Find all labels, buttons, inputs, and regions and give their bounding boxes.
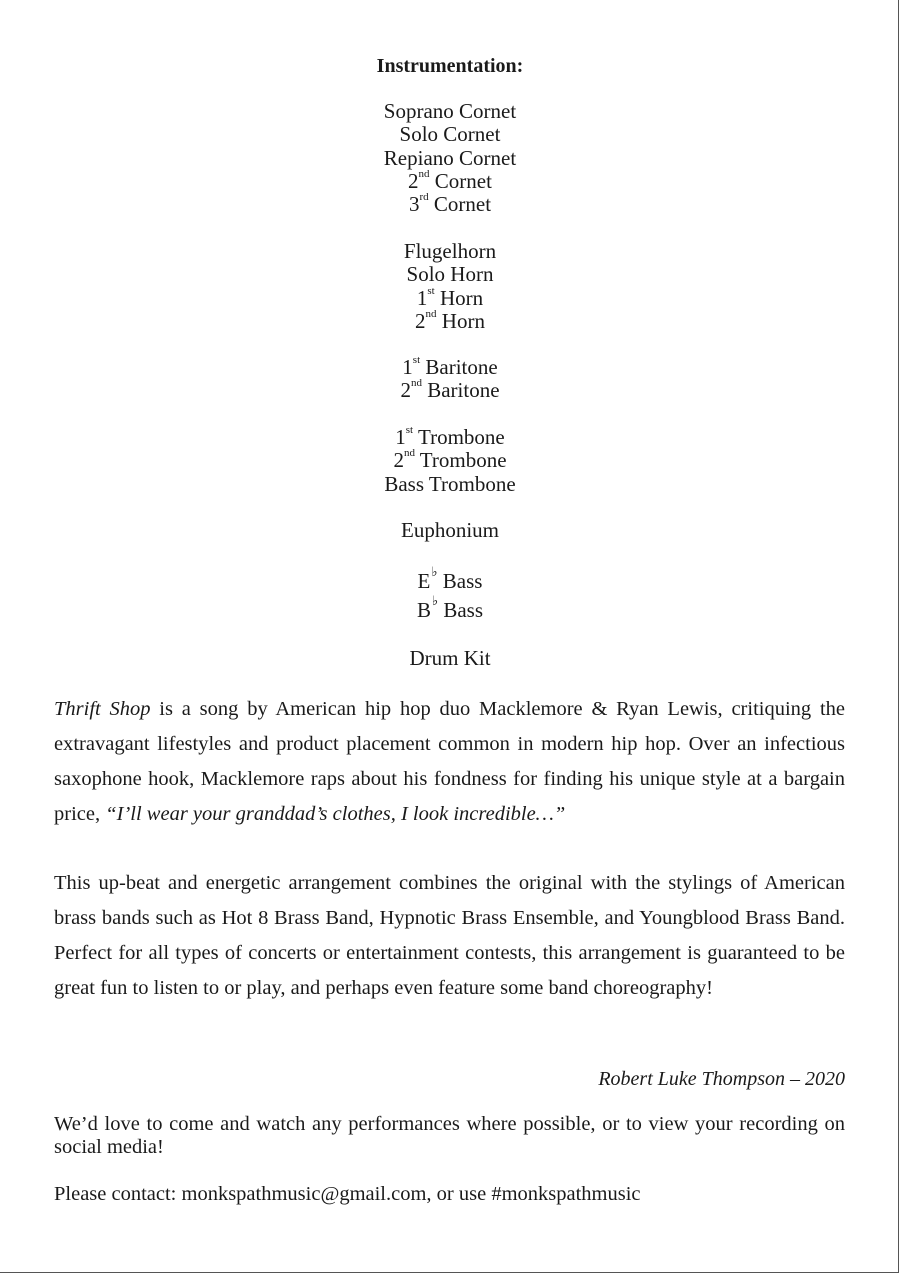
instrument-1st-trombone: 1st Trombone bbox=[395, 424, 505, 449]
instrument-eb-bass: E♭ Bass bbox=[417, 564, 483, 593]
instrument-1st-baritone: 1st Baritone bbox=[402, 354, 498, 379]
instrument-soprano-cornet: Soprano Cornet bbox=[383, 99, 517, 123]
song-title: Thrift Shop bbox=[54, 698, 151, 720]
instrument-2nd-cornet: 2nd Cornet bbox=[408, 167, 492, 193]
performances-paragraph: We’d love to come and watch any performances where possible, or to view your recording on social media! bbox=[54, 1113, 845, 1158]
instrument-1st-horn: 1st Horn bbox=[416, 284, 484, 310]
trombone-section bbox=[0, 426, 900, 496]
cornet-section bbox=[0, 100, 900, 216]
bass-section bbox=[0, 564, 900, 625]
description-body: is a song by American hip hop duo Macklemore & Ryan Lewis, critiquing the extravagant lifestyles and product placement common in modern hip hop. Over an infectious saxophone hook, Macklemore raps about his fondness for finding his unique style at a bargain price, bbox=[54, 698, 845, 825]
euphonium-section bbox=[0, 519, 900, 542]
instrument-flugelhorn: Flugelhorn bbox=[403, 239, 497, 263]
percussion-section bbox=[0, 647, 900, 670]
instrument-2nd-trombone: 2nd Trombone bbox=[393, 447, 507, 473]
instrument-bass-trombone: Bass Trombone bbox=[384, 471, 516, 496]
instrument-euphonium: Euphonium bbox=[401, 518, 499, 542]
instrument-solo-cornet: Solo Cornet bbox=[399, 122, 501, 147]
instrument-2nd-baritone: 2nd Baritone bbox=[400, 377, 500, 403]
lyric-quote: “I’ll wear your granddad’s clothes, I look incredible…” bbox=[105, 803, 566, 825]
arrangement-paragraph: This up-beat and energetic arrangement combines the original with the stylings of American brass bands such as Hot 8 Brass Band, Hypnotic Brass Ensemble, and Youngblood Brass Band. Perfect for all types of concerts or entertainment contests, this arrangement is guaranteed to be great fun to listen to or play, and perhaps even feature some band choreography! bbox=[54, 872, 845, 999]
instrument-bb-bass: B♭ Bass bbox=[416, 593, 484, 622]
instrumentation-heading: Instrumentation: bbox=[376, 55, 524, 77]
instrument-3rd-cornet: 3rd Cornet bbox=[408, 191, 492, 217]
description-paragraph bbox=[54, 692, 845, 832]
instrument-repiano-cornet: Repiano Cornet bbox=[383, 145, 517, 170]
author-signature: Robert Luke Thompson – 2020 bbox=[598, 1068, 845, 1090]
instrument-drum-kit: Drum Kit bbox=[409, 646, 491, 670]
horn-section bbox=[0, 240, 900, 333]
instrument-solo-horn: Solo Horn bbox=[406, 262, 494, 287]
baritone-section bbox=[0, 356, 900, 403]
contact-line: Please contact: monkspathmusic@gmail.com, or use #monkspathmusic bbox=[54, 1183, 641, 1205]
instrument-2nd-horn: 2nd Horn bbox=[415, 307, 485, 333]
